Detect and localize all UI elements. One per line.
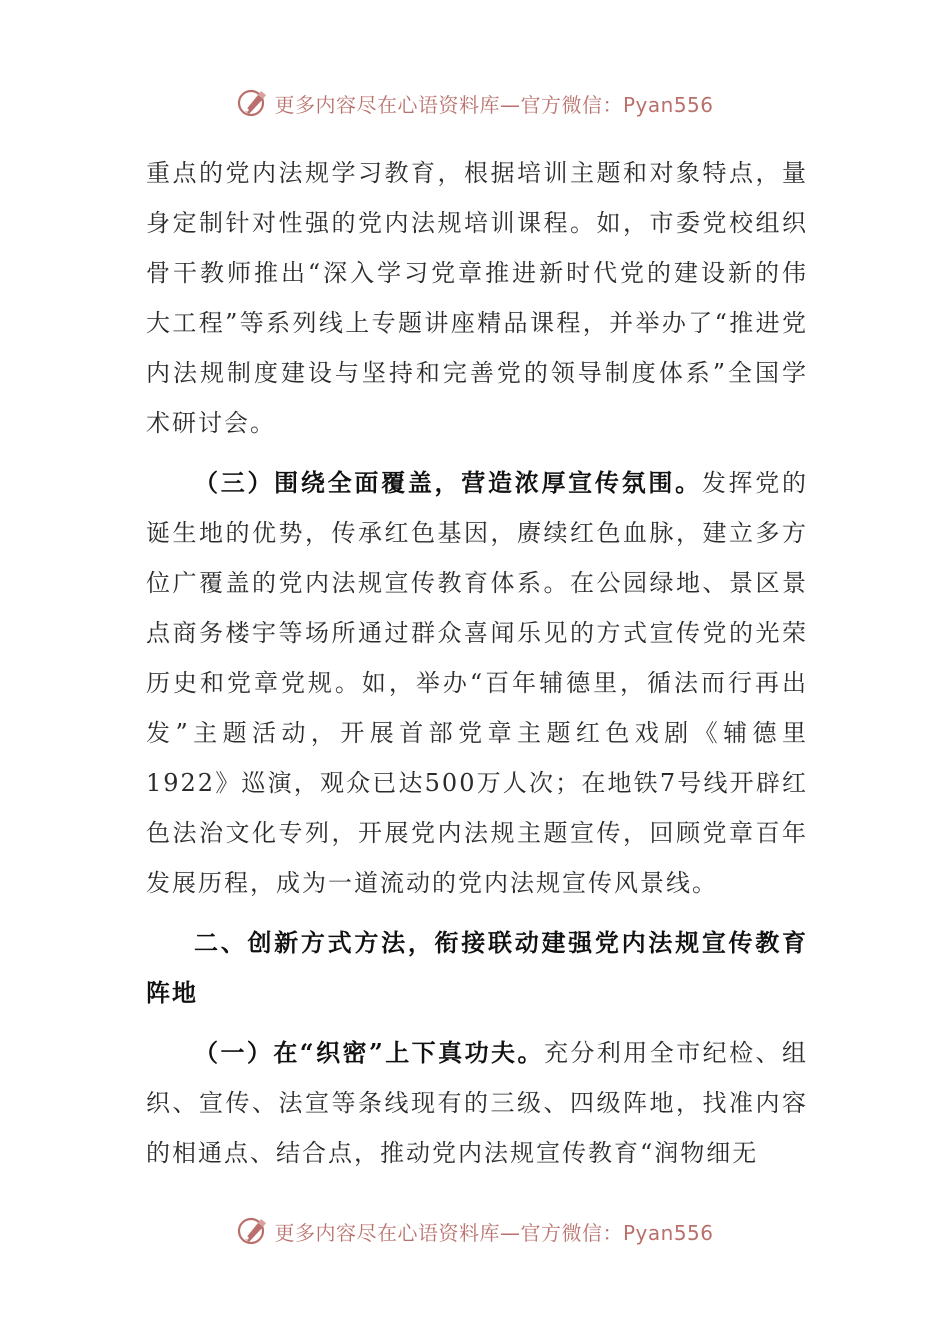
pen-nib-logo-icon [236, 86, 270, 120]
watermark-wechat-id: Pyan556 [622, 1220, 714, 1245]
document-body [146, 148, 808, 1178]
watermark-text [274, 1217, 713, 1246]
watermark-wechat-id: Pyan556 [622, 92, 714, 117]
watermark-official-label: 官方微信： [520, 92, 623, 117]
paragraph-3-lead: （一）在“织密”上下真功夫。 [194, 1038, 544, 1067]
paragraph-2 [146, 458, 808, 908]
watermark-banner-bottom [0, 1206, 950, 1256]
section-heading-2: 二、创新方式方法，衔接联动建强党内法规宣传教育阵地 [146, 928, 808, 1007]
paragraph-3 [146, 1028, 808, 1178]
paragraph-1: 重点的党内法规学习教育，根据培训主题和对象特点，量身定制针对性强的党内法规培训课程。如，市委党校组织骨干教师推出“深入学习党章推进新时代党的建设新的伟大工程”等系列线上专题讲座精品课程，并举办了“推进党内法规制度建设与坚持和完善党的领导制度体系”全国学术研讨会。 [146, 159, 808, 437]
watermark-main-text: 更多内容尽在心语资料库 [274, 1220, 500, 1245]
pen-nib-logo-icon [236, 1214, 270, 1248]
watermark-text [274, 89, 713, 118]
watermark-main-text: 更多内容尽在心语资料库 [274, 92, 500, 117]
paragraph-3-body: 充分利用全市纪检、组织、宣传、法宣等条线现有的三级、四级阵地，找准内容的相通点、结合点，推动党内法规宣传教育“润物细无 [146, 1039, 809, 1167]
paragraph-2-lead: （三）围绕全面覆盖，营造浓厚宣传氛围。 [194, 468, 702, 497]
watermark-separator: — [499, 92, 521, 117]
watermark-separator: — [499, 1220, 521, 1245]
paragraph-2-body: 发挥党的诞生地的优势，传承红色基因，赓续红色血脉，建立多方位广覆盖的党内法规宣传教育体系。在公园绿地、景区景点商务楼宇等场所通过群众喜闻乐见的方式宣传党的光荣历史和党章党规。如，举办“百年辅德里，循法而行再出发”主题活动，开展首部党章主题红色戏剧《辅德里1922》巡演，观众已达500万人次；在地铁7号线开辟红色法治文化专列，开展党内法规主题宣传，回顾党章百年发展历程，成为一道流动的党内法规宣传风景线。 [146, 469, 809, 897]
watermark-banner-top [0, 78, 950, 128]
watermark-official-label: 官方微信： [520, 1220, 623, 1245]
